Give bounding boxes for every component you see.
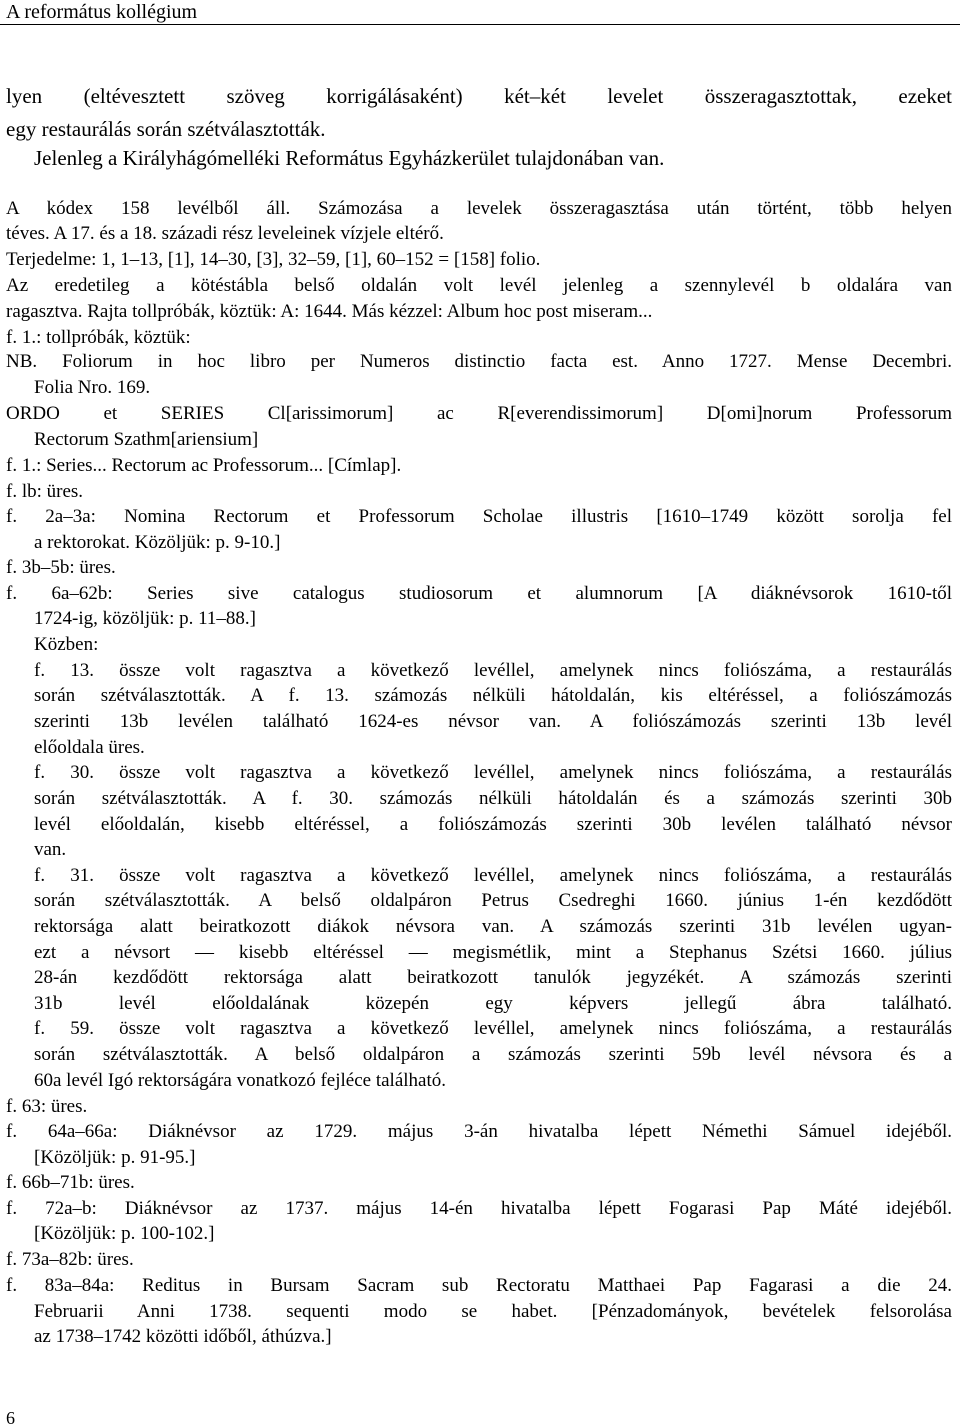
text-line: ezt a névsort — kisebb eltéréssel — megismétlik, mint a Stephanus Szétsi 1660. július	[34, 942, 952, 963]
text-line: 1724-ig, közöljük: p. 11–88.]	[34, 608, 256, 629]
text-line: f. 3b–5b: üres.	[6, 557, 116, 578]
text-line: ORDO et SERIES Cl[arissimorum] ac R[everendissimorum] D[omi]norum Professorum	[6, 403, 952, 424]
text-line: Jelenleg a Királyhágómelléki Református Egyházkerület tulajdonában van.	[34, 146, 665, 170]
text-line: 28-án kezdődött rektorsága alatt beiratkozott tanulók jegyzékét. A számozás szerinti	[34, 967, 952, 988]
text-line: Terjedelme: 1, 1–13, [1], 14–30, [3], 32–59, [1], 60–152 = [158] folio.	[6, 249, 541, 270]
text-line: Februarii Anni 1738. sequenti modo se habet. [Pénzadományok, bevételek felsorolása	[34, 1301, 952, 1322]
page-number: 6	[6, 1408, 15, 1428]
text-line: f. 1.: tollpróbák, köztük:	[6, 327, 191, 348]
text-line: f. 30. össze volt ragasztva a következő levéllel, amelynek nincs foliószáma, a restaurálás	[34, 762, 952, 783]
text-line: 60a levél Igó rektorságára vonatkozó fejlécе található.	[34, 1070, 446, 1091]
text-line: levél előoldalán, kisebb eltéréssel, a foliószámozás szerinti 30b levélen található névsor	[34, 814, 952, 835]
text-line: rektorsága alatt beiratkozott diákok névsora van. A számozás szerinti 31b levélen ugyan-	[34, 916, 952, 937]
text-line: Az eredetileg a kötéstábla belső oldalán volt levél jelenleg a szennylevél b oldalára van	[6, 275, 952, 296]
running-head: A református kollégium	[6, 1, 198, 23]
text-line: [Közöljük: p. 91-95.]	[34, 1147, 196, 1168]
text-line: f. 59. össze volt ragasztva a következő levéllel, amelynek nincs foliószáma, a restaurálás	[34, 1018, 952, 1039]
text-line: szerinti 13b levélen található 1624-es névsor van. A foliószámozás szerinti 13b levél	[34, 711, 952, 732]
text-line: az 1738–1742 közötti időből, áthúzva.]	[34, 1326, 332, 1347]
text-line: f. 64a–66a: Diáknévsor az 1729. május 3-án hivatalba lépett Némethi Sámuel idejéből.	[6, 1121, 952, 1142]
text-line: A kódex 158 levélből áll. Számozása a levelek összeragasztása után történt, több helyen	[6, 198, 952, 219]
text-line: során szétválasztották. A belső oldalpáron a számozás szerinti 59b levél névsora és a	[34, 1044, 952, 1065]
text-line: van.	[34, 839, 67, 860]
text-line: f. lb: üres.	[6, 481, 84, 502]
text-line: f. 6a–62b: Series sive catalogus studiosorum et alumnorum [A diáknévsorok 1610-től	[6, 583, 952, 604]
text-line: [Közöljük: p. 100-102.]	[34, 1223, 215, 1244]
text-line: 31b levél előoldalának közepén egy képvers jellegű ábra található.	[34, 993, 952, 1014]
text-line: során szétválasztották. A f. 13. számozás nélküli hátoldalán, kis eltéréssel, a foliószámozás	[34, 685, 952, 706]
text-line: Folia Nro. 169.	[34, 377, 151, 398]
text-line: lyen (eltévesztett szöveg korrigálásaként) két–két levelet összeragasztottak, ezeket	[6, 84, 952, 108]
text-line: téves. A 17. és a 18. századi rész leveleinek vízjele eltérő.	[6, 223, 444, 244]
text-line: a rektorokat. Közöljük: p. 9-10.]	[34, 532, 281, 553]
text-line: során szétválasztották. A belső oldalpáron Petrus Csedreghi 1660. június 1-én kezdődött	[34, 890, 952, 911]
text-line: előoldala üres.	[34, 737, 145, 758]
text-line: egy restaurálás során szétválasztották.	[6, 117, 326, 141]
text-line: ragasztva. Rajta tollpróbák, köztük: A: 1644. Más kézzel: Album hoc post miseram...	[6, 301, 653, 322]
text-line: f. 73a–82b: üres.	[6, 1249, 134, 1270]
text-line: Rectorum Szathm[ariensium]	[34, 429, 259, 450]
text-line: f. 83a–84a: Reditus in Bursam Sacram sub Rectoratu Matthaei Pap Fagarasi a die 24.	[6, 1275, 952, 1296]
text-line: f. 66b–71b: üres.	[6, 1172, 135, 1193]
text-line: Közben:	[34, 634, 99, 655]
text-line: f. 31. össze volt ragasztva a következő levéllel, amelynek nincs foliószáma, a restaurálás	[34, 865, 952, 886]
text-line: f. 63: üres.	[6, 1096, 88, 1117]
text-line: NB. Foliorum in hoc libro per Numeros distinctio facta est. Anno 1727. Mense Decembri.	[6, 351, 952, 372]
text-line: f. 72a–b: Diáknévsor az 1737. május 14-én hivatalba lépett Fogarasi Pap Máté idejéből.	[6, 1198, 952, 1219]
text-line: f. 1.: Series... Rectorum ac Professorum... [Címlap].	[6, 455, 402, 476]
text-line: során szétválasztották. A f. 30. számozás nélküli hátoldalán és a számozás szerinti 30b	[34, 788, 952, 809]
text-line: f. 13. össze volt ragasztva a következő levéllel, amelynek nincs foliószáma, a restaurálás	[34, 660, 952, 681]
page-header	[0, 0, 960, 25]
text-line: f. 2a–3a: Nomina Rectorum et Professorum Scholae illustris [1610–1749 között sorolja fel	[6, 506, 952, 527]
